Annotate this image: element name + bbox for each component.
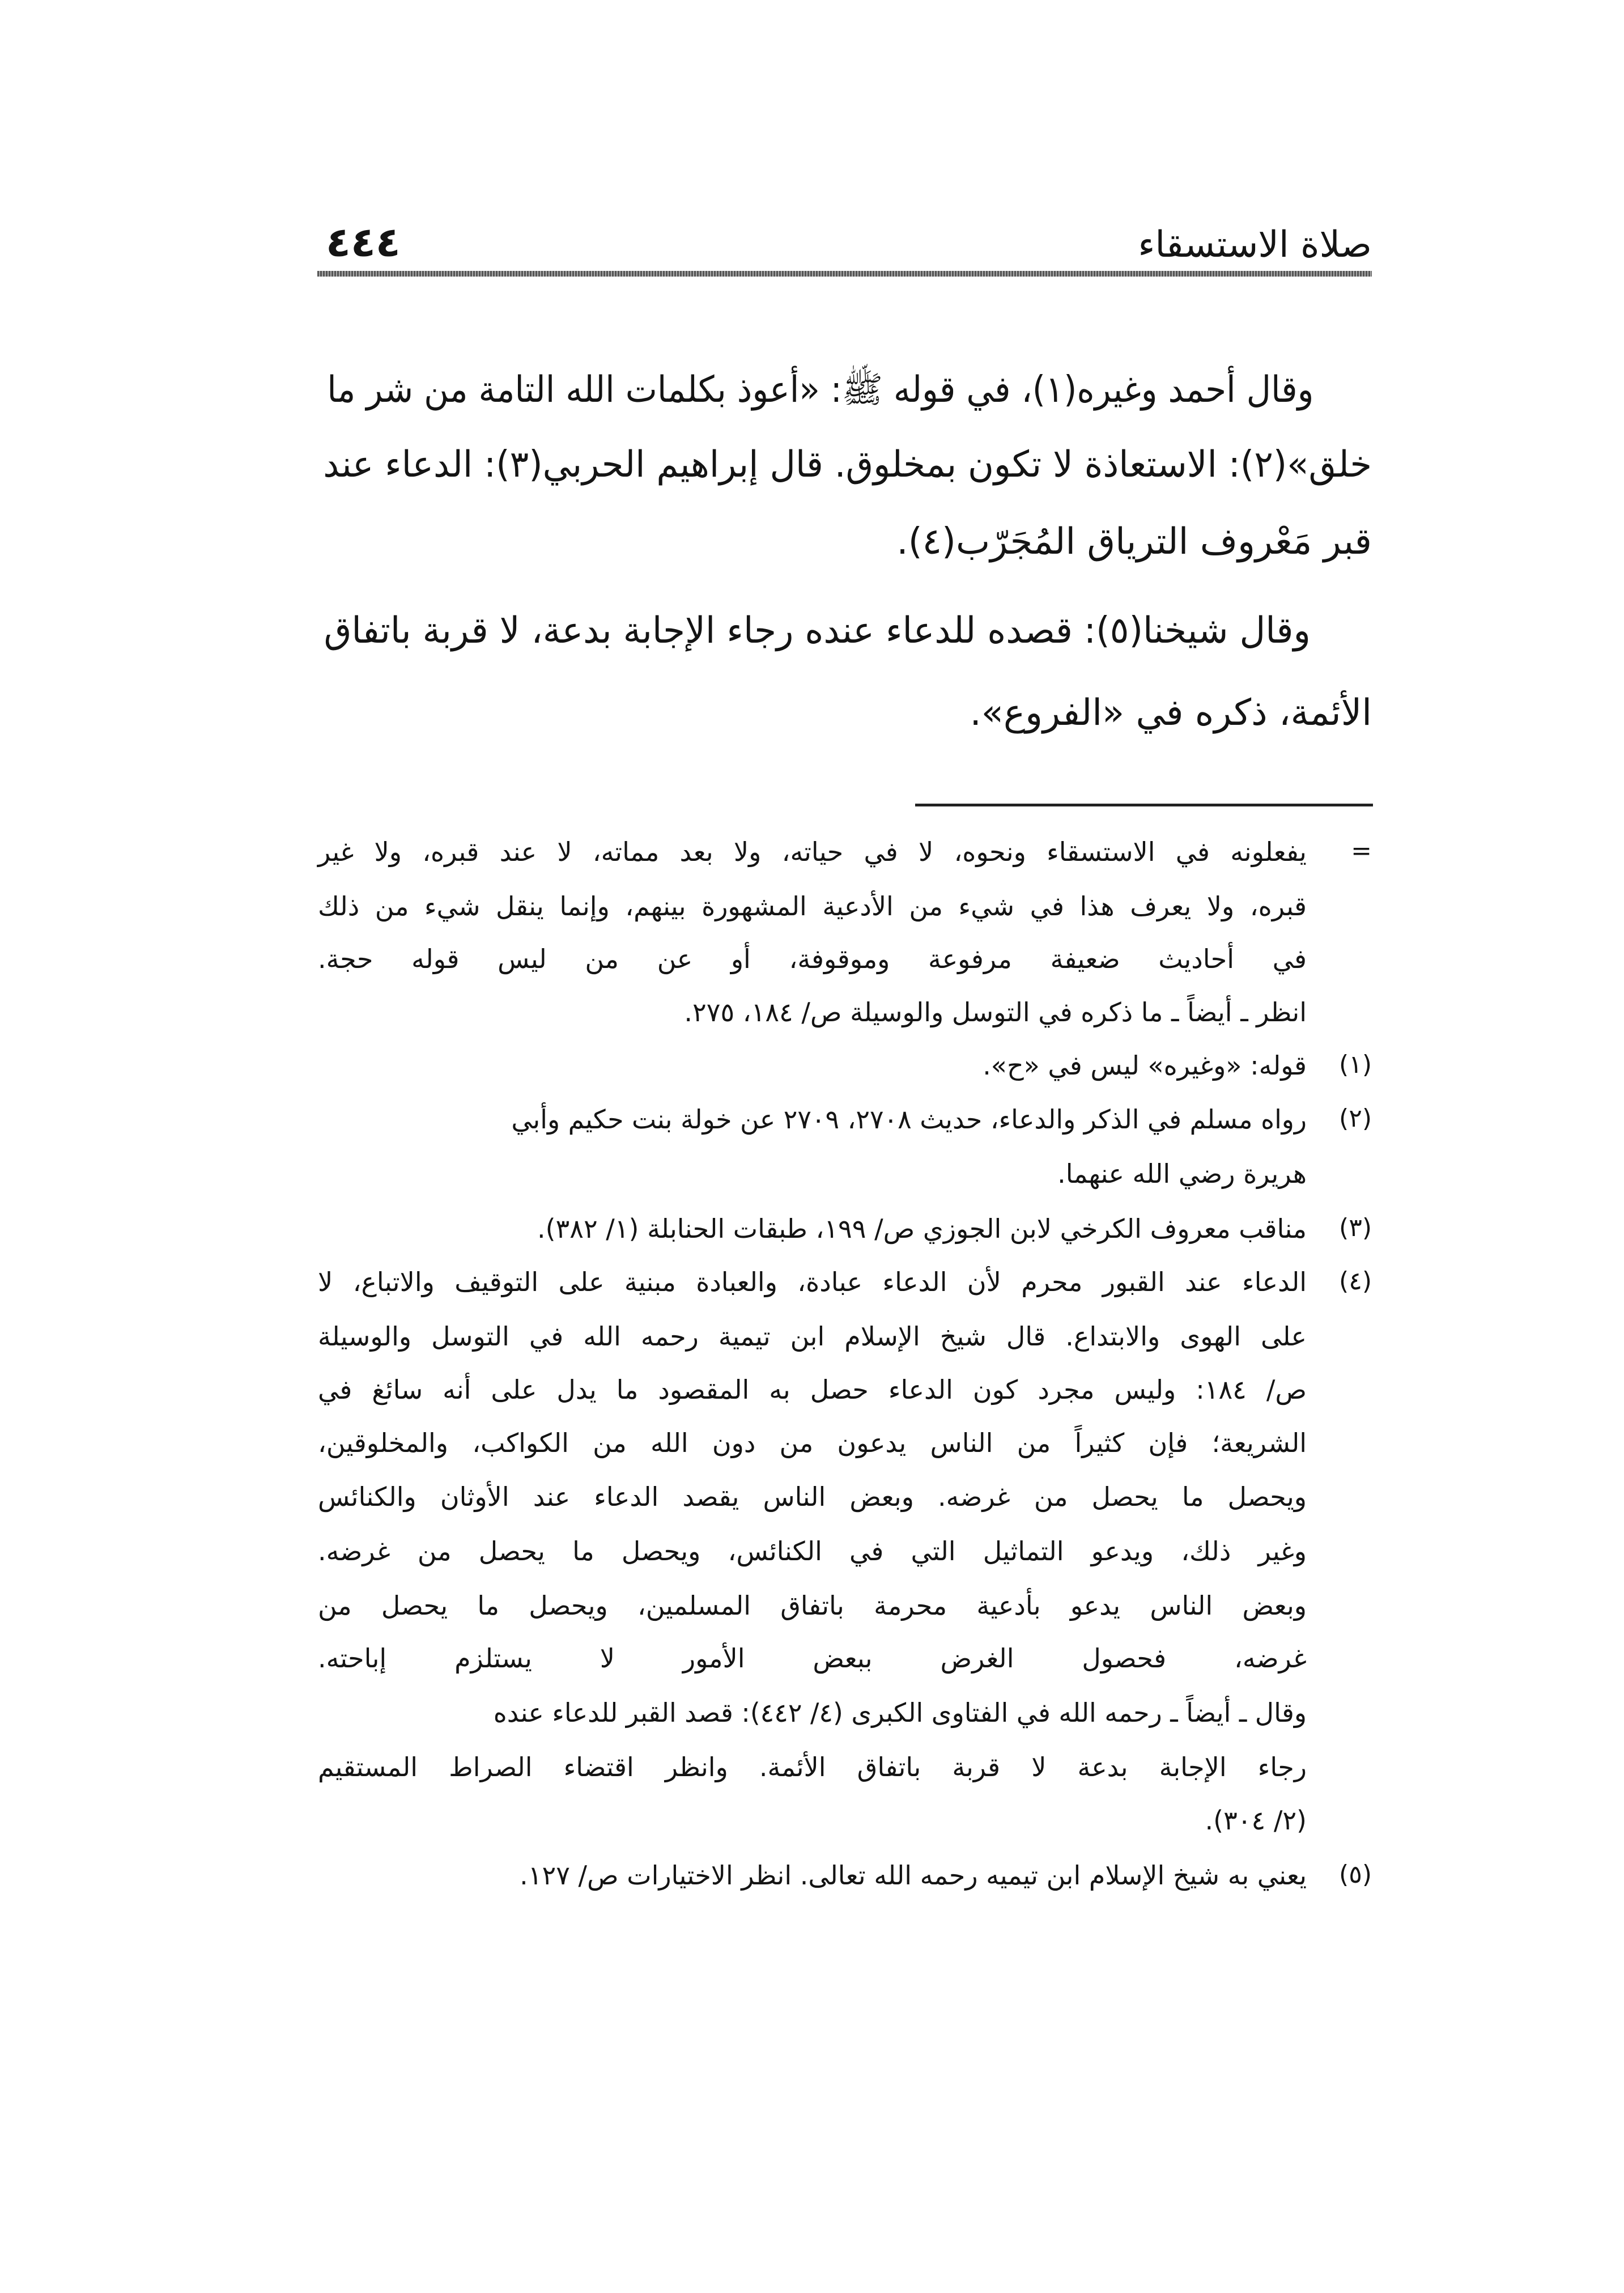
footnote-number: = [1351,836,1372,865]
body-line: وقال شيخنا(٥): قصده للدعاء عنده رجاء الإجابة بدعة، لا قربة باتفاق [324,610,1311,652]
page-number: ٤٤٤ [326,218,401,266]
footnote-line: الدعاء عند القبور محرم لأن الدعاء عبادة، والعبادة مبنية على التوقيف والاتباع، لا [318,1267,1307,1297]
footnote-line: هريرة رضي الله عنهما. [1057,1158,1307,1189]
footnote-number: (١) [1339,1050,1372,1079]
footnote-line: غرضه، فحصول الغرض ببعض الأمور لا يستلزم إباحته. [318,1643,1307,1674]
body-line: خلق»(٢): الاستعاذة لا تكون بمخلوق. قال إبراهيم الحربي(٣): الدعاء عند [323,444,1372,486]
body-line: وقال أحمد وغيره(١)، في قوله ﷺ: «أعوذ بكلمات الله التامة من شر ما [327,369,1314,411]
footnote-line: (٢/ ٣٠٤). [1205,1805,1307,1836]
footnote-line: قوله: «وغيره» ليس في «ح». [983,1050,1307,1081]
footnote-number: (٣) [1339,1213,1372,1242]
footnote-line: رواه مسلم في الذكر والدعاء، حديث ٢٧٠٨، ٢٧٠٩ عن خولة بنت حكيم وأبي [511,1104,1307,1135]
footnote-line: على الهوى والابتداع. قال شيخ الإسلام ابن تيمية رحمه الله في التوسل والوسيلة [318,1321,1307,1352]
footnote-line: ص/ ١٨٤: وليس مجرد كون الدعاء حصل به المقصود ما يدل على أنه سائغ في [318,1374,1307,1405]
footnote-line: وقال ـ أيضاً ـ رحمه الله في الفتاوى الكبرى (٤/ ٤٤٢): قصد القبر للدعاء عنده [493,1697,1307,1728]
footnote-number: (٤) [1339,1267,1372,1296]
footnote-line: وغير ذلك، ويدعو التماثيل التي في الكنائس، ويحصل ما يحصل من غرضه. [318,1536,1307,1566]
footnote-line: ويحصل ما يحصل من غرضه. وبعض الناس يقصد الدعاء عند الأوثان والكنائس [318,1481,1307,1512]
footnote-line: في أحاديث ضعيفة مرفوعة وموقوفة، أو عن من ليس قوله حجة. [318,944,1307,974]
footnote-line: وبعض الناس يدعو بأدعية محرمة باتفاق المسلمين، ويحصل ما يحصل من [318,1590,1307,1621]
footnote-line: قبره، ولا يعرف هذا في شيء من الأدعية المشهورة بينهم، وإنما ينقل شيء من ذلك [318,891,1307,922]
footnote-rule [915,804,1373,806]
footnote-line: يفعلونه في الاستسقاء ونحوه، لا في حياته، ولا بعد مماته، لا عند قبره، ولا غير [318,836,1307,867]
header-rule [317,271,1372,277]
footnote-line: رجاء الإجابة بدعة لا قربة باتفاق الأئمة. وانظر اقتضاء الصراط المستقيم [318,1752,1307,1782]
footnote-number: (٥) [1339,1860,1372,1889]
footnote-line: انظر ـ أيضاً ـ ما ذكره في التوسل والوسيلة ص/ ١٨٤، ٢٧٥. [684,997,1307,1027]
footnote-line: الشريعة؛ فإن كثيراً من الناس يدعون من دون الله من الكواكب، والمخلوقين، [318,1428,1307,1458]
body-line: الأئمة، ذكره في «الفروع». [970,692,1372,734]
footnote-number: (٢) [1339,1104,1372,1133]
footnote-line: مناقب معروف الكرخي لابن الجوزي ص/ ١٩٩، طبقات الحنابلة (١/ ٣٨٢). [537,1213,1307,1244]
body-line: قبر مَعْروف الترياق المُجَرّب(٤). [896,521,1372,563]
footnote-line: يعني به شيخ الإسلام ابن تيميه رحمه الله تعالى. انظر الاختيارات ص/ ١٢٧. [520,1860,1307,1891]
running-title: صلاة الاستسقاء [1138,224,1372,266]
